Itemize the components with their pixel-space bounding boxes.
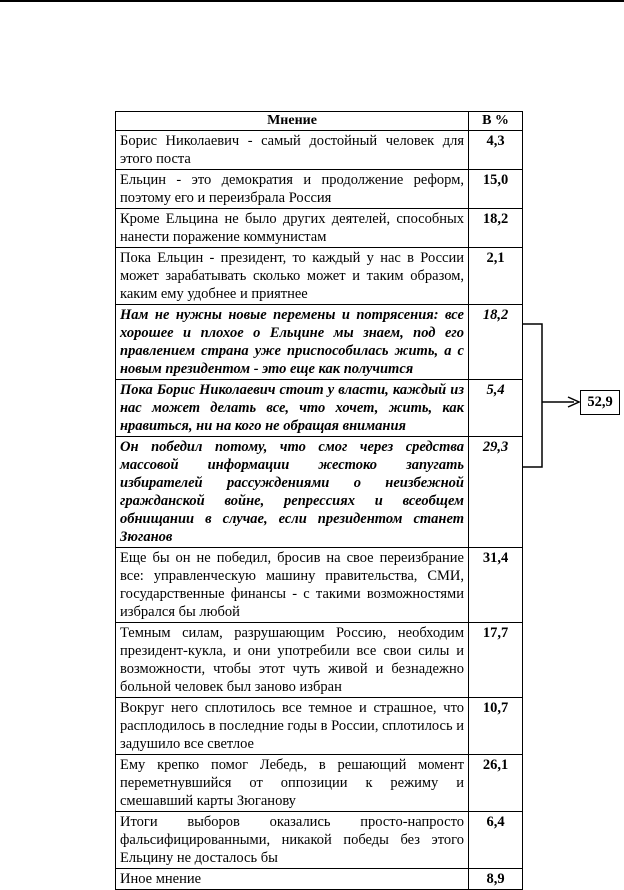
opinion-cell: Темным силам, разрушающим Россию, необходим президент-кукла, и они употребили все свои силы и возможности, чтобы этот чуть живой и безнадежно больной человек был заново избран <box>116 623 469 698</box>
table-row <box>116 170 523 209</box>
group-bracket <box>522 323 544 468</box>
opinion-cell: Итоги выборов оказались просто-напросто фальсифицированными, никакой победы без этого Ельцину не досталось бы <box>116 812 469 869</box>
table-row <box>116 812 523 869</box>
opinion-cell: Он победил потому, что смог через средства массовой информации жестоко запугать избирателей рассуждениями о неизбежной гражданской войне, репрессиях и всеобщем обнищании в случае, если президентом станет Зюганов <box>116 437 469 548</box>
percent-cell: 4,3 <box>469 131 523 170</box>
percent-cell: 5,4 <box>469 380 523 437</box>
percent-cell: 15,0 <box>469 170 523 209</box>
percent-cell: 18,2 <box>469 209 523 248</box>
opinion-cell: Ему крепко помог Лебедь, в решающий момент переметнувшийся от оппозиции к режиму и смешавший карты Зюганову <box>116 755 469 812</box>
percent-cell: 17,7 <box>469 623 523 698</box>
table-row <box>116 869 523 890</box>
percent-cell: 18,2 <box>469 305 523 380</box>
table-header-row <box>116 112 523 131</box>
table-row <box>116 548 523 623</box>
table-row <box>116 248 523 305</box>
percent-column-header: В % <box>469 112 523 131</box>
table-row <box>116 623 523 698</box>
percent-cell: 8,9 <box>469 869 523 890</box>
opinion-cell: Иное мнение <box>116 869 469 890</box>
opinion-column-header: Мнение <box>116 112 469 131</box>
percent-cell: 6,4 <box>469 812 523 869</box>
table-row <box>116 437 523 548</box>
opinion-cell: Пока Ельцин - президент, то каждый у нас в России может зарабатывать сколько может и таким образом, каким ему удобнее и приятнее <box>116 248 469 305</box>
percent-cell: 2,1 <box>469 248 523 305</box>
arrow-icon <box>542 396 580 408</box>
opinion-cell: Кроме Ельцина не было других деятелей, способных нанести поражение коммунистам <box>116 209 469 248</box>
percent-cell: 31,4 <box>469 548 523 623</box>
survey-table <box>115 111 523 890</box>
table-row <box>116 305 523 380</box>
opinion-cell: Нам не нужны новые перемены и потрясения: все хорошее и плохое о Ельцине мы знаем, под его правлением страна уже приспособилась жить, а с новым президентом - это еще как получится <box>116 305 469 380</box>
group-total: 52,9 <box>580 390 620 415</box>
opinion-cell: Еще бы он не победил, бросив на свое переизбрание все: управленческую машину правительства, СМИ, государственные финансы - с такими возможностями избрался бы любой <box>116 548 469 623</box>
percent-cell: 29,3 <box>469 437 523 548</box>
table-row <box>116 698 523 755</box>
opinion-cell: Борис Николаевич - самый достойный человек для этого поста <box>116 131 469 170</box>
table-row <box>116 755 523 812</box>
percent-cell: 26,1 <box>469 755 523 812</box>
percent-cell: 10,7 <box>469 698 523 755</box>
top-rule <box>0 0 624 2</box>
table-row <box>116 131 523 170</box>
opinion-cell: Вокруг него сплотилось все темное и страшное, что расплодилось в последние годы в России, сплотилось и задушило все светлое <box>116 698 469 755</box>
opinion-cell: Пока Борис Николаевич стоит у власти, каждый из нас может делать все, что хочет, жить, как нравиться, ни на кого не обращая внимания <box>116 380 469 437</box>
table-row <box>116 380 523 437</box>
table-row <box>116 209 523 248</box>
opinion-cell: Ельцин - это демократия и продолжение реформ, поэтому его и переизбрала Россия <box>116 170 469 209</box>
